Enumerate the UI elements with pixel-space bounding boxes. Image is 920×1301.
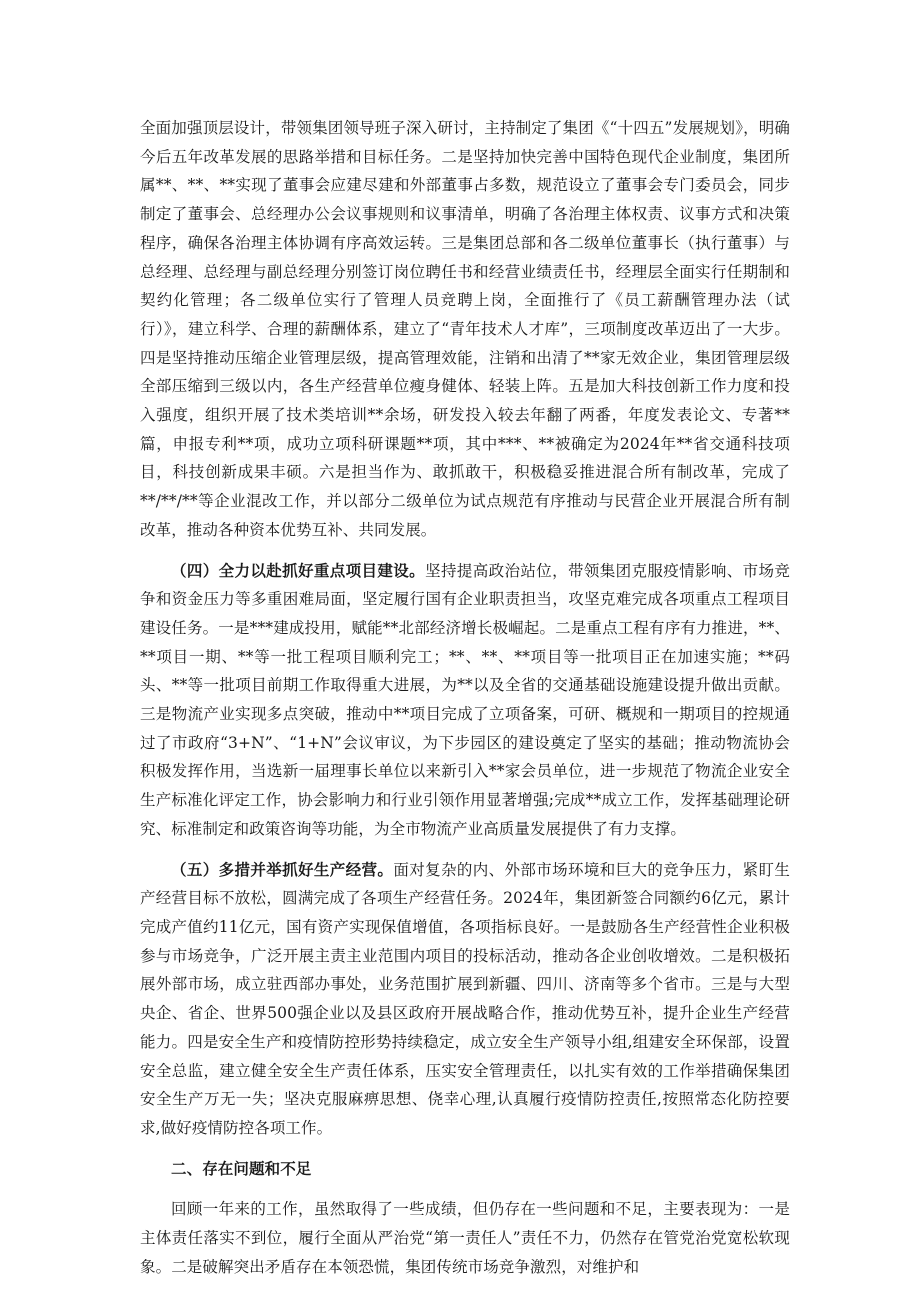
paragraph-heading-key-projects: （四）全力以赴抓好重点项目建设。: [171, 560, 426, 580]
section-title-problems: 二、存在问题和不足: [171, 1159, 312, 1178]
document-body: [140, 114, 790, 1293]
paragraph-production: [140, 856, 790, 1143]
paragraph-body-production: 面对复杂的内、外部市场环境和巨大的竞争压力，紧盯生产经营目标不放松，圆满完成了各项生产经营任务。2024年，集团新签合同额约6亿元，累计完成产值约11亿元，国有资产实现保值增值，各项指标良好。一是鼓励各生产经营性企业积极参与市场竞争，广泛开展主责主业范围内项目的投标活动，推动各企业创收增效。二是积极拓展外部市场，成立驻西部办事处，业务范围扩展到新疆、四川、济南等多个省市。三是与大型央企、省企、世界500强企业以及县区政府开展战略合作，推动优势互补，提升企业生产经营能力。四是安全生产和疫情防控形势持续稳定，成立安全生产领导小组,组建安全环保部，设置安全总监，建立健全安全生产责任体系，压实安全管理责任，以扎实有效的工作举措确保集团安全生产万无一失；坚决克服麻痹思想、侥幸心理,认真履行疫情防控责任,按照常态化防控要求,做好疫情防控各项工作。: [140, 860, 790, 1137]
paragraph-key-projects: [140, 557, 790, 844]
paragraph-problems: 回顾一年来的工作，虽然取得了一些成绩，但仍存在一些问题和不足，主要表现为：一是主体责任落实不到位，履行全面从严治党“第一责任人”责任不力，仍然存在管党治党宽松软现象。二是破解突出矛盾存在本领恐慌，集团传统市场竞争激烈，对维护和: [140, 1200, 790, 1276]
paragraph-reform: 全面加强顶层设计，带领集团领导班子深入研讨，主持制定了集团《“十四五”发展规划》，明确今后五年改革发展的思路举措和目标任务。二是坚持加快完善中国特色现代企业制度，集团所属**、**、**实现了董事会应建尽建和外部董事占多数，规范设立了董事会专门委员会，同步制定了董事会、总经理办公会议事规则和议事清单，明确了各治理主体权责、议事方式和决策程序，确保各治理主体协调有序高效运转。三是集团总部和各二级单位董事长（执行董事）与总经理、总经理与副总经理分别签订岗位聘任书和经营业绩责任书，经理层全面实行任期制和契约化管理；各二级单位实行了管理人员竞聘上岗，全面推行了《员工薪酬管理办法（试行）》，建立科学、合理的薪酬体系，建立了“青年技术人才库”，三项制度改革迈出了一大步。四是坚持推动压缩企业管理层级，提高管理效能，注销和出清了**家无效企业，集团管理层级全部压缩到三级以内，各生产经营单位瘦身健体、轻装上阵。五是加大科技创新工作力度和投入强度，组织开展了技术类培训**余场，研发投入较去年翻了两番，年度发表论文、专著**篇，申报专利**项，成功立项科研课题**项，其中***、**被确定为2024年**省交通科技项目，科技创新成果丰硕。六是担当作为、敢抓敢干，积极稳妥推进混合所有制改革，完成了**/**/**等企业混改工作，并以部分二级单位为试点规范有序推动与民营企业开展混合所有制改革，推动各种资本优势互补、共同发展。: [140, 119, 790, 539]
paragraph-heading-production: （五）多措并举抓好生产经营。: [171, 859, 394, 879]
paragraph-body-key-projects: 坚持提高政治站位，带领集团克服疫情影响、市场竞争和资金压力等多重困难局面，坚定履行国有企业职责担当，攻坚克难完成各项重点工程项目建设任务。一是***建成投用，赋能**北部经济增长极崛起。二是重点工程有序有力推进，**、**项目一期、**等一批工程项目顺利完工；**、**、**项目等一批项目正在加速实施；**码头、**等一批项目前期工作取得重大进展，为**以及全省的交通基础设施建设提升做出贡献。三是物流产业实现多点突破，推动中**项目完成了立项备案，可研、概规和一期项目的控规通过了市政府“3+N”、“1+N”会议审议，为下步园区的建设奠定了坚实的基础；推动物流协会积极发挥作用，当选新一届理事长单位以来新引入**家会员单位，进一步规范了物流企业安全生产标准化评定工作，协会影响力和行业引领作用显著增强;完成**成立工作，发挥基础理论研究、标准制定和政策咨询等功能，为全市物流产业高质量发展提供了有力支撑。: [140, 561, 790, 838]
